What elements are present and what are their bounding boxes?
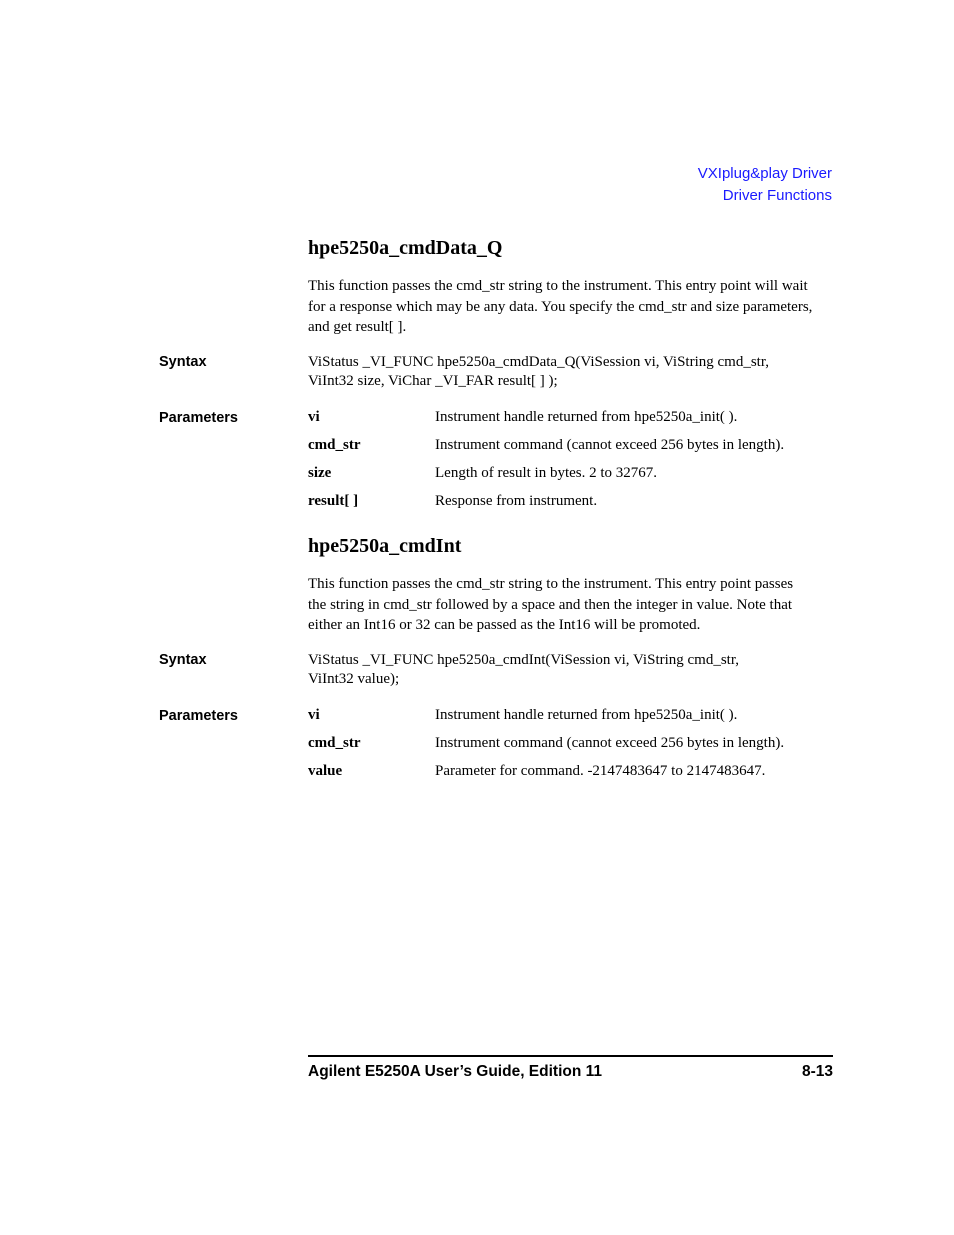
parameter-description: Instrument handle returned from hpe5250a_init( ). [435, 707, 738, 723]
description-line: This function passes the cmd_str string to the instrument. This entry point passes [308, 576, 794, 592]
section-title: hpe5250a_cmdInt [308, 535, 462, 557]
parameter-name: value [308, 763, 343, 779]
parameter-description: Instrument command (cannot exceed 256 bytes in length). [435, 735, 785, 751]
parameter-name: size [308, 465, 332, 481]
parameter-name: vi [308, 707, 320, 723]
footer-title: Agilent E5250A User’s Guide, Edition 11 [308, 1063, 603, 1080]
description-line: the string in cmd_str followed by a space and then the integer in value. Note that [308, 596, 793, 613]
parameter-description: Parameter for command. -2147483647 to 2147483647. [435, 763, 766, 779]
parameter-description: Instrument command (cannot exceed 256 bytes in length). [435, 437, 785, 453]
description-line: This function passes the cmd_str string to the instrument. This entry point will wait [308, 278, 808, 294]
parameter-description: Length of result in bytes. 2 to 32767. [435, 465, 658, 481]
description-line: either an Int16 or 32 can be passed as the Int16 will be promoted. [308, 617, 701, 633]
footer-rule [308, 1055, 833, 1057]
parameter-name: vi [308, 409, 320, 425]
description-line: and get result[ ]. [308, 319, 407, 335]
syntax-label: Syntax [159, 652, 207, 668]
section-description [308, 574, 834, 636]
syntax-block [308, 353, 834, 391]
parameter-name: cmd_str [308, 437, 361, 453]
section-title: hpe5250a_cmdData_Q [308, 237, 503, 259]
syntax-line: ViInt32 size, ViChar _VI_FAR result[ ] ); [308, 373, 558, 389]
header-chapter: VXIplug&play Driver [697, 165, 832, 182]
parameter-name: cmd_str [308, 735, 361, 751]
page-number: 8-13 [801, 1063, 833, 1080]
syntax-line: ViStatus _VI_FUNC hpe5250a_cmdInt(ViSession vi, ViString cmd_str, [308, 652, 739, 668]
syntax-line: ViInt32 value); [308, 671, 400, 687]
parameter-description: Instrument handle returned from hpe5250a_init( ). [435, 409, 738, 425]
section-description [308, 276, 834, 338]
parameters-label: Parameters [159, 708, 238, 724]
parameter-description: Response from instrument. [435, 493, 598, 509]
description-line: for a response which may be any data. You specify the cmd_str and size parameters, [308, 298, 813, 315]
parameters-label: Parameters [159, 410, 238, 426]
parameter-name: result[ ] [308, 493, 359, 509]
syntax-label: Syntax [159, 354, 207, 370]
syntax-line: ViStatus _VI_FUNC hpe5250a_cmdData_Q(ViSession vi, ViString cmd_str, [308, 354, 769, 370]
syntax-block [308, 651, 834, 689]
header-section: Driver Functions [722, 187, 832, 204]
